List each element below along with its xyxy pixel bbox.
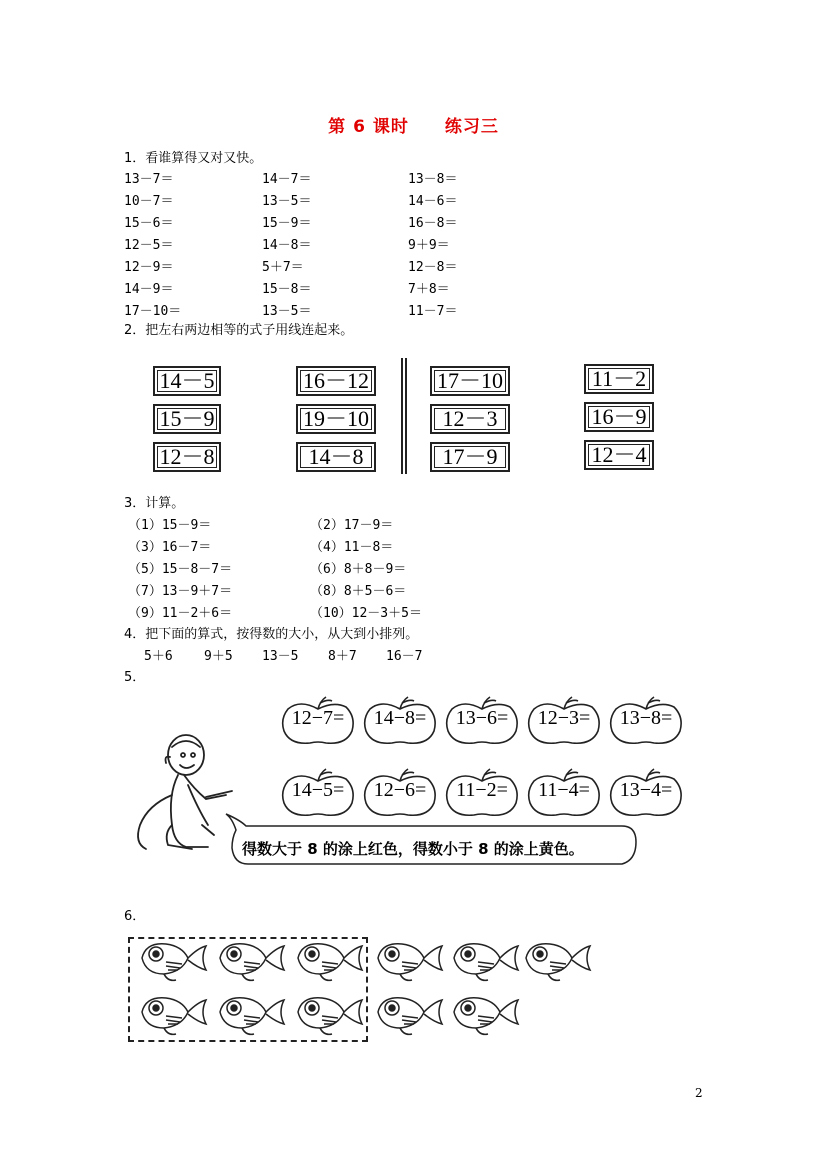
fish-icon <box>292 936 364 986</box>
q1-equation: 15－9＝ <box>262 216 312 231</box>
q3-item: （4）11－8＝ <box>310 540 394 555</box>
q3-item: （1）15－9＝ <box>128 518 212 533</box>
q2-expression-box: 16－9 <box>584 402 654 432</box>
fish-icon <box>136 936 208 986</box>
q4-expression: 16－7 <box>386 649 423 664</box>
q6-heading: 6． <box>124 909 146 924</box>
fish-icon <box>520 936 592 986</box>
q1-equation: 12－9＝ <box>124 260 174 275</box>
q1-equation: 14－6＝ <box>408 194 458 209</box>
q1-equation: 13－7＝ <box>124 172 174 187</box>
q1-equation: 11－7＝ <box>408 304 458 319</box>
q2-expression-box: 12－3 <box>430 404 510 434</box>
q1-equation: 7＋8＝ <box>408 282 450 297</box>
q4-expression: 5＋6 <box>144 649 173 664</box>
apple-icon <box>362 695 438 747</box>
apple-equation: 12−3= <box>537 707 591 729</box>
q3-item: （7）13－9＋7＝ <box>128 584 233 599</box>
q3-item: （8）8＋5－6＝ <box>310 584 407 599</box>
apple-equation: 14−8= <box>373 707 427 729</box>
q3-heading: 3．计算。 <box>124 496 185 511</box>
apple-equation: 13−4= <box>619 779 673 801</box>
q1-equation: 9＋9＝ <box>408 238 450 253</box>
q3-item: （10）12－3＋5＝ <box>310 606 422 621</box>
q3-item: （2）17－9＝ <box>310 518 394 533</box>
apple-equation: 11−4= <box>538 779 590 801</box>
fish-icon <box>136 990 208 1040</box>
apple-equation: 12−7= <box>291 707 345 729</box>
page-number: 2 <box>695 1086 703 1100</box>
q4-expression: 8＋7 <box>328 649 357 664</box>
fish-icon <box>214 936 286 986</box>
q2-expression-box: 19－10 <box>296 404 376 434</box>
q2-expression-box: 15－9 <box>153 404 221 434</box>
q1-equation: 17－10＝ <box>124 304 182 319</box>
q2-divider-right <box>405 358 407 474</box>
q2-expression-box: 11－2 <box>584 364 654 394</box>
fish-icon <box>448 990 520 1040</box>
fish-icon <box>292 990 364 1040</box>
apple-equation: 13−6= <box>455 707 509 729</box>
apple-icon <box>280 695 356 747</box>
apple-icon <box>608 695 684 747</box>
apple-equation: 14−5= <box>291 779 345 801</box>
q2-expression-box: 14－8 <box>296 442 376 472</box>
q3-item: （9）11－2＋6＝ <box>128 606 233 621</box>
q2-divider-left <box>401 358 403 474</box>
q3-item: （5）15－8－7＝ <box>128 562 233 577</box>
apple-icon <box>526 695 602 747</box>
q2-heading: 2．把左右两边相等的式子用线连起来。 <box>124 323 354 338</box>
fish-icon <box>214 990 286 1040</box>
speech-bubble <box>222 812 642 868</box>
speech-text: 得数大于 8 的涂上红色，得数小于 8 的涂上黄色。 <box>242 840 584 858</box>
q4-heading: 4．把下面的算式，按得数的大小，从大到小排列。 <box>124 627 419 642</box>
q1-equation: 14－9＝ <box>124 282 174 297</box>
q2-expression-box: 12－8 <box>153 442 221 472</box>
apple-icon <box>444 695 520 747</box>
apple-equation: 11−2= <box>456 779 508 801</box>
apple-equation: 12−6= <box>373 779 427 801</box>
q1-heading: 1．看谁算得又对又快。 <box>124 151 263 166</box>
page-title: 第 6 课时 练习三 <box>328 117 499 137</box>
q1-equation: 10－7＝ <box>124 194 174 209</box>
q4-expression: 9＋5 <box>204 649 233 664</box>
q1-equation: 13－8＝ <box>408 172 458 187</box>
fish-icon <box>372 936 444 986</box>
q1-equation: 13－5＝ <box>262 194 312 209</box>
q2-expression-box: 14－5 <box>153 366 221 396</box>
fish-icon <box>372 990 444 1040</box>
q2-expression-box: 17－10 <box>430 366 510 396</box>
fish-icon <box>448 936 520 986</box>
q4-expression: 13－5 <box>262 649 299 664</box>
q1-equation: 15－8＝ <box>262 282 312 297</box>
q2-expression-box: 16－12 <box>296 366 376 396</box>
q2-expression-box: 12－4 <box>584 440 654 470</box>
q1-equation: 5＋7＝ <box>262 260 304 275</box>
q1-equation: 12－5＝ <box>124 238 174 253</box>
q1-equation: 15－6＝ <box>124 216 174 231</box>
q1-equation: 13－5＝ <box>262 304 312 319</box>
q3-item: （6）8＋8－9＝ <box>310 562 407 577</box>
q1-equation: 16－8＝ <box>408 216 458 231</box>
apple-equation: 13−8= <box>619 707 673 729</box>
q1-equation: 14－8＝ <box>262 238 312 253</box>
q2-expression-box: 17－9 <box>430 442 510 472</box>
q1-equation: 14－7＝ <box>262 172 312 187</box>
q3-item: （3）16－7＝ <box>128 540 212 555</box>
q1-equation: 12－8＝ <box>408 260 458 275</box>
q5-heading: 5． <box>124 670 146 685</box>
